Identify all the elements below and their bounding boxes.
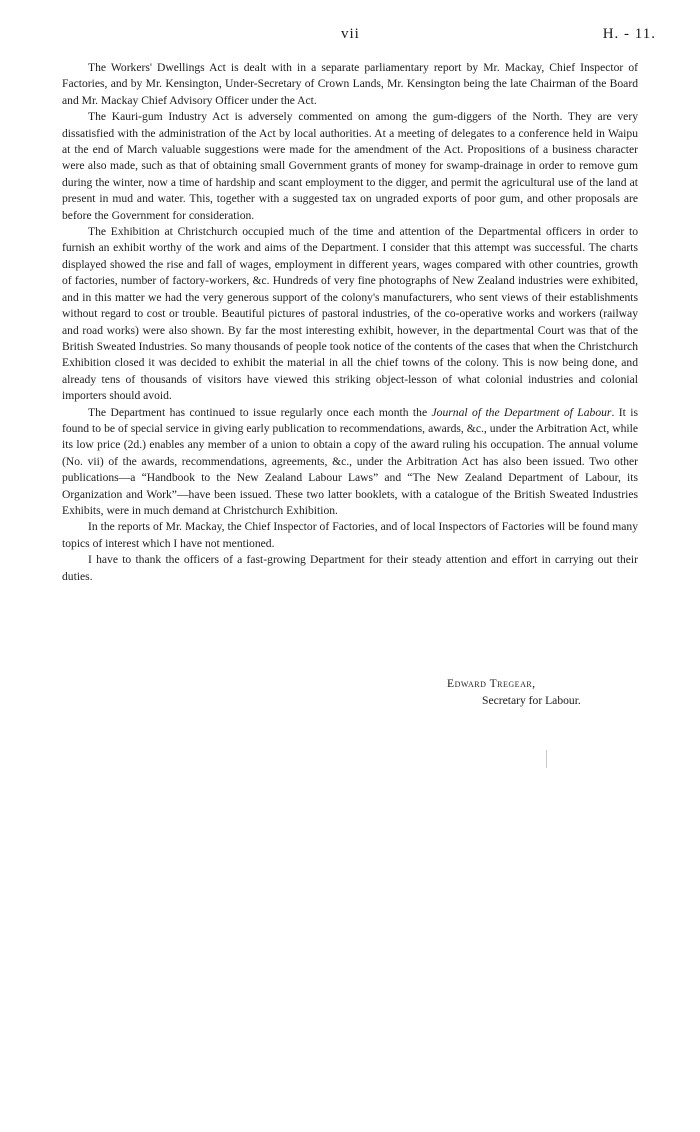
document-reference: H. - 11. (602, 26, 656, 42)
journal-text-after: . It is found to be of special service in giving early publication to recommendations, awards, &c., under the Arbitration Act, while its low price (2d.) enables any member of a union to obtain a copy of the award ruling his occupation. The annual volume (No. vii) of the awards, recommendations, agreements, &c., under the Arbitration Act has also been issued. Two other publications—a “Handbook to the New Zealand Labour Laws” and “The New Zealand Department of Labour, its Organization and Work”—have been issued. These two latter booklets, with a catalogue of the British Sweated Industries Exhibits, were in much demand at Christchurch Exhibition. (62, 405, 638, 517)
paragraph-reports: In the reports of Mr. Mackay, the Chief Inspector of Factories, and of local Inspectors of Factories will be found many topics of interest which I have not mentioned. (62, 520, 638, 550)
paragraph-workers-dwellings: The Workers' Dwellings Act is dealt with in a separate parliamentary report by Mr. Mackay, Chief Inspector of Factories, and by Mr. Kensington, Under-Secretary of Crown Lands, Mr. Kensington being the late Chairman of the Board and Mr. Mackay Chief Advisory Officer under the Act. (62, 61, 638, 107)
scan-mark (546, 750, 547, 768)
page-header (0, 26, 700, 46)
paragraph-kauri-gum: The Kauri-gum Industry Act is adversely commented on among the gum-diggers of the North. They are very dissatisfied with the administration of the Act by local authorities. At a meeting of delegates to a conference held in Waipu at the end of March valuable suggestions were made for the amendment of the Act. Propositions of a business character were also made, such as that of obtaining small Government grants of money for swamp-drainage in order to remove gum during the winter, now a time of hardship and scant employment to the digger, and permit the agricultural use of the land at present in mud and water. This, together with a suggested tax on ungraded exports of poor gum, and other proposals are before the Government for consideration. (62, 110, 638, 222)
signatory-title: Secretary for Labour. (482, 694, 581, 707)
signature-block (62, 675, 638, 709)
paragraph-journal (62, 405, 638, 520)
paragraph-thanks: I have to thank the officers of a fast-growing Department for their steady attention and effort in carrying out their duties. (62, 553, 638, 583)
journal-text-before: The Department has continued to issue regularly once each month the (88, 405, 432, 419)
page-number: vii (341, 26, 360, 42)
paragraph-exhibition: The Exhibition at Christchurch occupied much of the time and attention of the Departmental officers in order to furnish an exhibit worthy of the work and aims of the Department. I consider that this attempt was successful. The charts displayed showed the rise and fall of wages, employment in different years, wages compared with other countries, growth of factories, number of factory-workers, &c. Hundreds of very fine photographs of New Zealand industries were exhibited, and in this matter we had the very generous support of the colony's manufacturers, who sent views of their establishments without regard to cost or trouble. Beautiful pictures of pastoral industries, of the co-operative works and workers (railway and road works) were also shown. By far the most interesting exhibit, however, in the departmental Court was that of the British Sweated Industries. So many thousands of people took notice of the contents of the cases that when the Christchurch Exhibition closed it was decided to exhibit the material in all the chief towns of the colony. This is now being done, and already tens of thousands of visitors have viewed this striking object-lesson of what colonial industries and colonial importers should avoid. (62, 225, 638, 403)
signatory-name: Edward Tregear, (447, 677, 536, 690)
report-body (62, 60, 638, 585)
journal-title: Journal of the Department of Labour (431, 405, 612, 419)
